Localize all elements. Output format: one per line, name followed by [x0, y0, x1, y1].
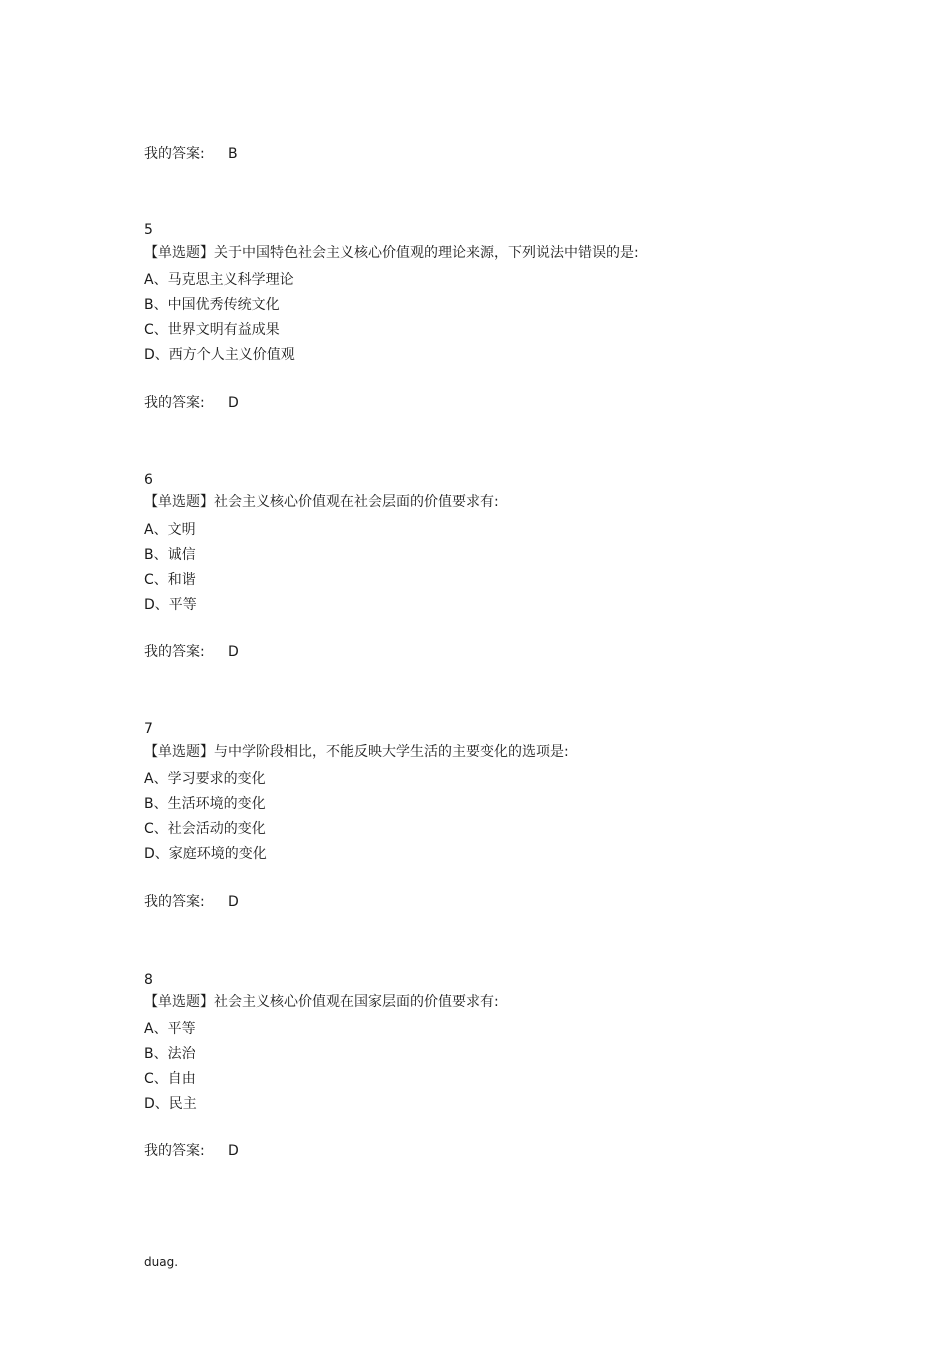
- option-a: A、平等: [144, 1021, 196, 1037]
- option-a: A、马克思主义科学理论: [144, 272, 294, 288]
- answer-value: D: [228, 1143, 239, 1159]
- answer-line: [144, 893, 239, 911]
- question-text: 【单选题】关于中国特色社会主义核心价值观的理论来源，下列说法中错误的是:: [144, 245, 639, 261]
- option-c: C、社会活动的变化: [144, 821, 266, 837]
- option-c: C、世界文明有益成果: [144, 322, 280, 338]
- option-d: D、民主: [144, 1096, 197, 1112]
- option-d: D、家庭环境的变化: [144, 846, 267, 862]
- answer-label: 我的答案:: [144, 1143, 205, 1159]
- option-c: C、自由: [144, 1071, 196, 1087]
- option-d: D、平等: [144, 597, 197, 613]
- answer-line: [144, 643, 239, 661]
- option-b: B、中国优秀传统文化: [144, 297, 280, 313]
- answer-value: D: [228, 644, 239, 660]
- question-number: 6: [144, 472, 153, 488]
- answer-label: 我的答案:: [144, 146, 205, 162]
- question-number: 7: [144, 721, 153, 737]
- option-b: B、诚信: [144, 547, 196, 563]
- option-a: A、学习要求的变化: [144, 771, 266, 787]
- answer-label: 我的答案:: [144, 644, 205, 660]
- question-number: 8: [144, 972, 153, 988]
- question-text: 【单选题】社会主义核心价值观在社会层面的价值要求有:: [144, 494, 499, 510]
- answer-value: D: [228, 894, 239, 910]
- option-d: D、西方个人主义价值观: [144, 347, 295, 363]
- answer-value: D: [228, 395, 239, 411]
- answer-label: 我的答案:: [144, 894, 205, 910]
- answer-value: B: [228, 146, 238, 162]
- answer-line: [144, 394, 239, 412]
- option-b: B、生活环境的变化: [144, 796, 266, 812]
- option-c: C、和谐: [144, 572, 196, 588]
- question-number: 5: [144, 222, 153, 238]
- answer-label: 我的答案:: [144, 395, 205, 411]
- question-text: 【单选题】与中学阶段相比，不能反映大学生活的主要变化的选项是:: [144, 744, 569, 760]
- footer-text: duag.: [144, 1255, 179, 1269]
- option-b: B、法治: [144, 1046, 196, 1062]
- option-a: A、文明: [144, 522, 196, 538]
- question-text: 【单选题】社会主义核心价值观在国家层面的价值要求有:: [144, 994, 499, 1010]
- answer-line: [144, 1142, 239, 1160]
- previous-answer-line: [144, 145, 238, 163]
